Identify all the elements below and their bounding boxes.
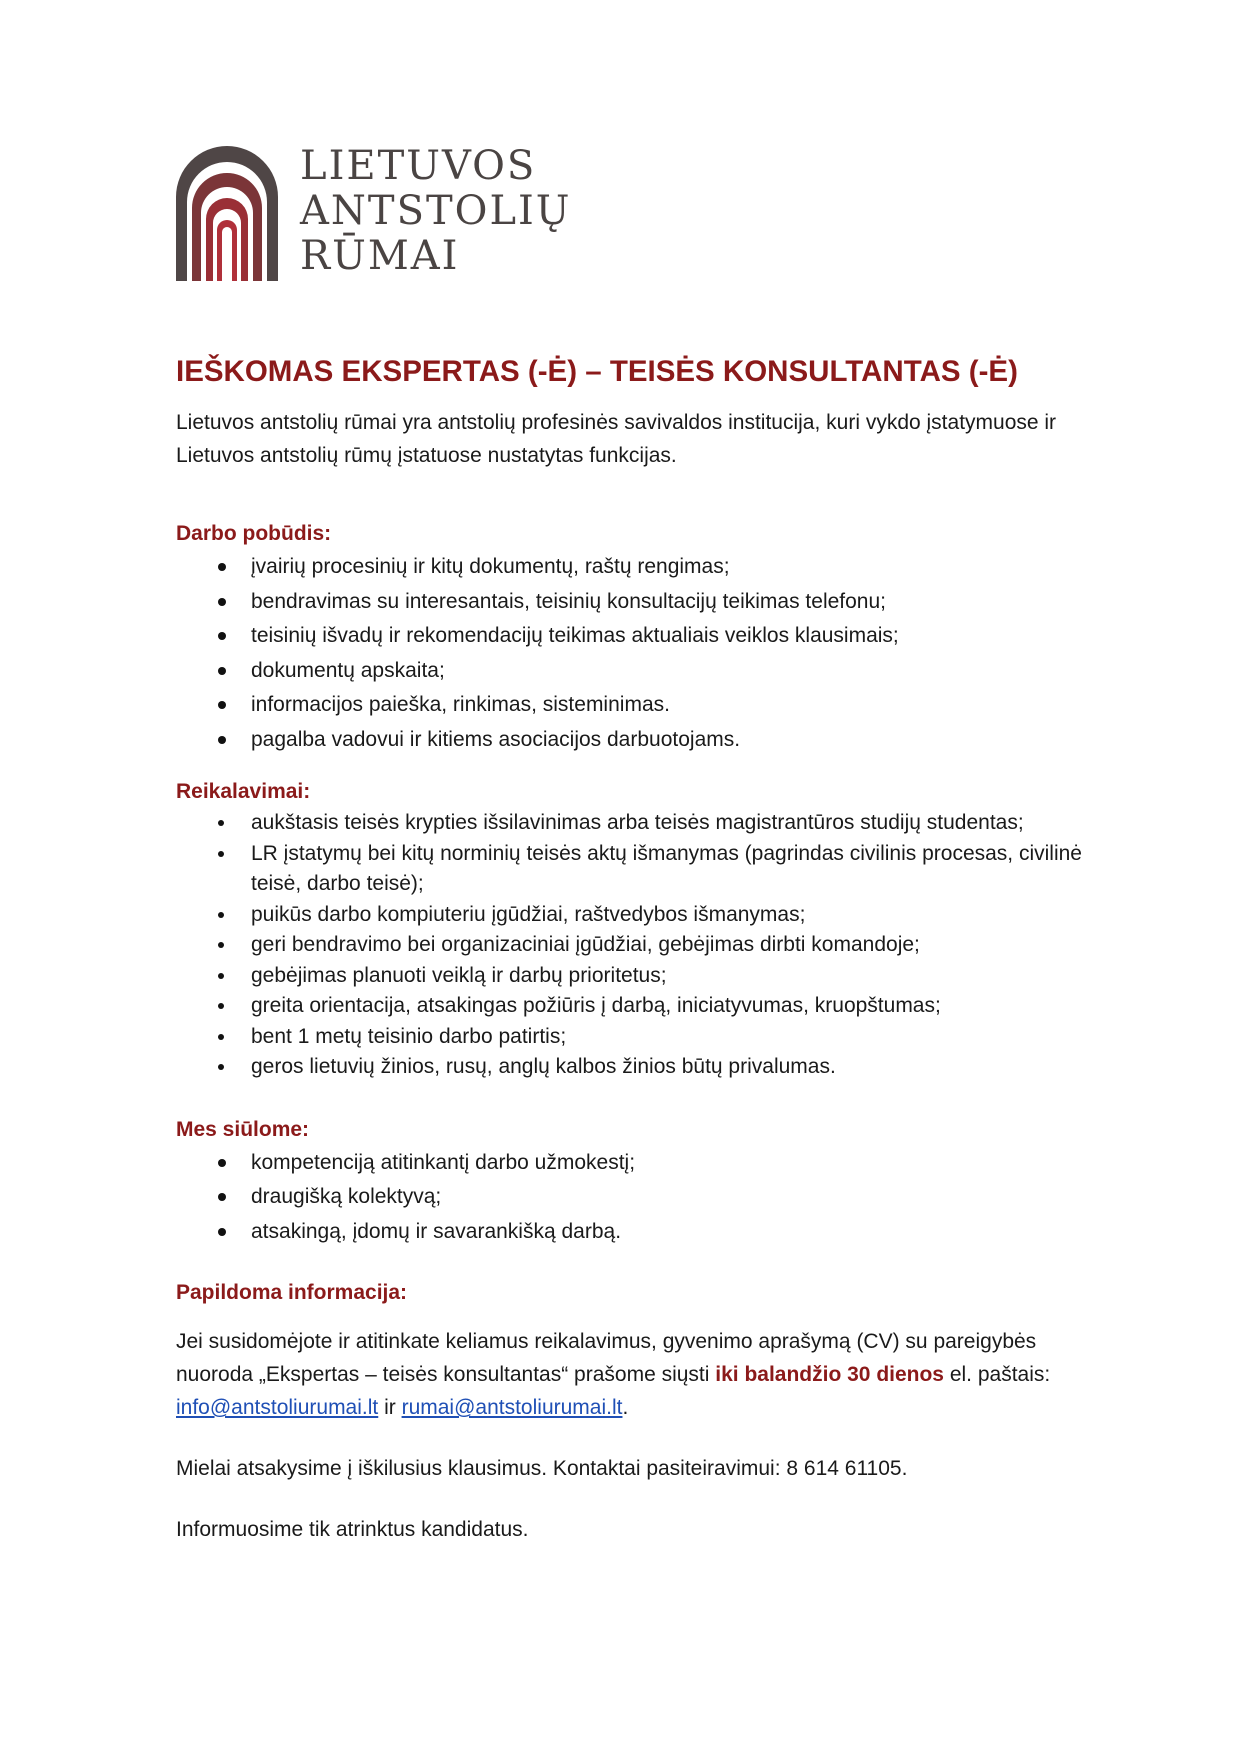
bullet-icon bbox=[218, 942, 224, 948]
document-body bbox=[176, 350, 1176, 1546]
offer-section bbox=[176, 1113, 1176, 1250]
requirements-section bbox=[176, 775, 1176, 1083]
deadline-text: iki balandžio 30 dienos bbox=[715, 1363, 944, 1386]
intro-line-2: Lietuvos antstolių rūmų įstatuose nustatytas funkcijas. bbox=[176, 444, 677, 467]
bullet-icon bbox=[218, 1228, 226, 1236]
intro-paragraph bbox=[176, 406, 1176, 472]
bullet-icon bbox=[218, 1064, 224, 1070]
email-link-rumai[interactable]: rumai@antstoliurumai.lt bbox=[401, 1396, 623, 1419]
list-item: draugišką kolektyvą; bbox=[176, 1180, 1176, 1215]
list-item: greita orientacija, atsakingas požiūris į darbą, iniciatyvumas, kruopštumas; bbox=[176, 991, 1176, 1022]
page-title: IEŠKOMAS EKSPERTAS (-Ė) – TEISĖS KONSULTANTAS (-Ė) bbox=[176, 355, 1018, 388]
work-list bbox=[176, 550, 1176, 757]
work-heading: Darbo pobūdis: bbox=[176, 522, 332, 545]
application-line-2: nuoroda „Ekspertas – teisės konsultantas“ prašome siųsti iki balandžio 30 dienos el. paštais: bbox=[176, 1363, 1051, 1386]
work-section bbox=[176, 517, 1176, 757]
offer-list bbox=[176, 1146, 1176, 1250]
arch-logo-icon bbox=[176, 146, 278, 281]
list-item: geri bendravimo bei organizaciniai įgūdžiai, gebėjimas dirbti komandoje; bbox=[176, 930, 1176, 961]
bullet-icon bbox=[218, 1034, 224, 1040]
bullet-icon bbox=[218, 667, 226, 675]
list-item: aukštasis teisės krypties išsilavinimas arba teisės magistrantūros studijų studentas; bbox=[176, 808, 1176, 839]
offer-heading: Mes siūlome: bbox=[176, 1117, 310, 1141]
bullet-icon bbox=[218, 736, 226, 744]
bullet-icon bbox=[218, 598, 226, 606]
list-item: LR įstatymų bei kitų norminių teisės aktų išmanymas (pagrindas civilinis procesas, civilinė teisė, darbo teisė); bbox=[176, 839, 1176, 900]
bullet-icon bbox=[218, 973, 224, 979]
list-item: įvairių procesinių ir kitų dokumentų, raštų rengimas; bbox=[176, 550, 1176, 585]
bullet-icon bbox=[218, 1193, 226, 1201]
logo bbox=[176, 143, 572, 281]
logo-line-1: LIETUVOS bbox=[300, 143, 537, 189]
requirements-heading: Reikalavimai: bbox=[176, 780, 311, 803]
application-paragraph bbox=[176, 1325, 1176, 1424]
list-item: puikūs darbo kompiuteriu įgūdžiai, raštvedybos išmanymas; bbox=[176, 900, 1176, 931]
list-item: teisinių išvadų ir rekomendacijų teikimas aktualiais veiklos klausimais; bbox=[176, 619, 1176, 654]
info-section bbox=[176, 1276, 1176, 1546]
list-item: geros lietuvių žinios, rusų, anglų kalbos žinios būtų privalumas. bbox=[176, 1052, 1176, 1083]
list-item: atsakingą, įdomų ir savarankišką darbą. bbox=[176, 1215, 1176, 1250]
list-item: dokumentų apskaita; bbox=[176, 654, 1176, 689]
email-link-info[interactable]: info@antstoliurumai.lt bbox=[176, 1396, 379, 1419]
bullet-icon bbox=[218, 820, 224, 826]
bullet-icon bbox=[218, 563, 226, 571]
contact-paragraph: Mielai atsakysime į iškilusius klausimus. Kontaktai pasiteiravimui: 8 614 61105. bbox=[176, 1457, 908, 1480]
list-item: gebėjimas planuoti veiklą ir darbų prioritetus; bbox=[176, 961, 1176, 992]
logo-line-2: ANTSTOLIŲ bbox=[300, 188, 572, 234]
bullet-icon bbox=[218, 912, 224, 918]
bullet-icon bbox=[218, 701, 226, 709]
info-heading: Papildoma informacija: bbox=[176, 1281, 408, 1304]
list-item: bent 1 metų teisinio darbo patirtis; bbox=[176, 1022, 1176, 1053]
intro-line-1: Lietuvos antstolių rūmai yra antstolių profesinės savivaldos institucija, kuri vykdo įstatymuose ir bbox=[176, 411, 1057, 434]
logo-line-3: RŪMAI bbox=[300, 233, 460, 279]
bullet-icon bbox=[218, 851, 224, 857]
closing-paragraph: Informuosime tik atrinktus kandidatus. bbox=[176, 1518, 529, 1541]
list-item: pagalba vadovui ir kitiems asociacijos darbuotojams. bbox=[176, 723, 1176, 758]
bullet-icon bbox=[218, 632, 226, 640]
requirements-list bbox=[176, 808, 1176, 1083]
bullet-icon bbox=[218, 1003, 224, 1009]
bullet-icon bbox=[218, 1159, 226, 1167]
list-item: informacijos paieška, rinkimas, sisteminimas. bbox=[176, 688, 1176, 723]
application-line-1: Jei susidomėjote ir atitinkate keliamus reikalavimus, gyvenimo aprašymą (CV) su pareigybės bbox=[176, 1330, 1037, 1353]
logo-text bbox=[300, 144, 572, 279]
list-item: bendravimas su interesantais, teisinių konsultacijų teikimas telefonu; bbox=[176, 585, 1176, 620]
list-item: kompetenciją atitinkantį darbo užmokestį; bbox=[176, 1146, 1176, 1181]
application-line-3: info@antstoliurumai.lt ir rumai@antstoliurumai.lt. bbox=[176, 1396, 629, 1419]
